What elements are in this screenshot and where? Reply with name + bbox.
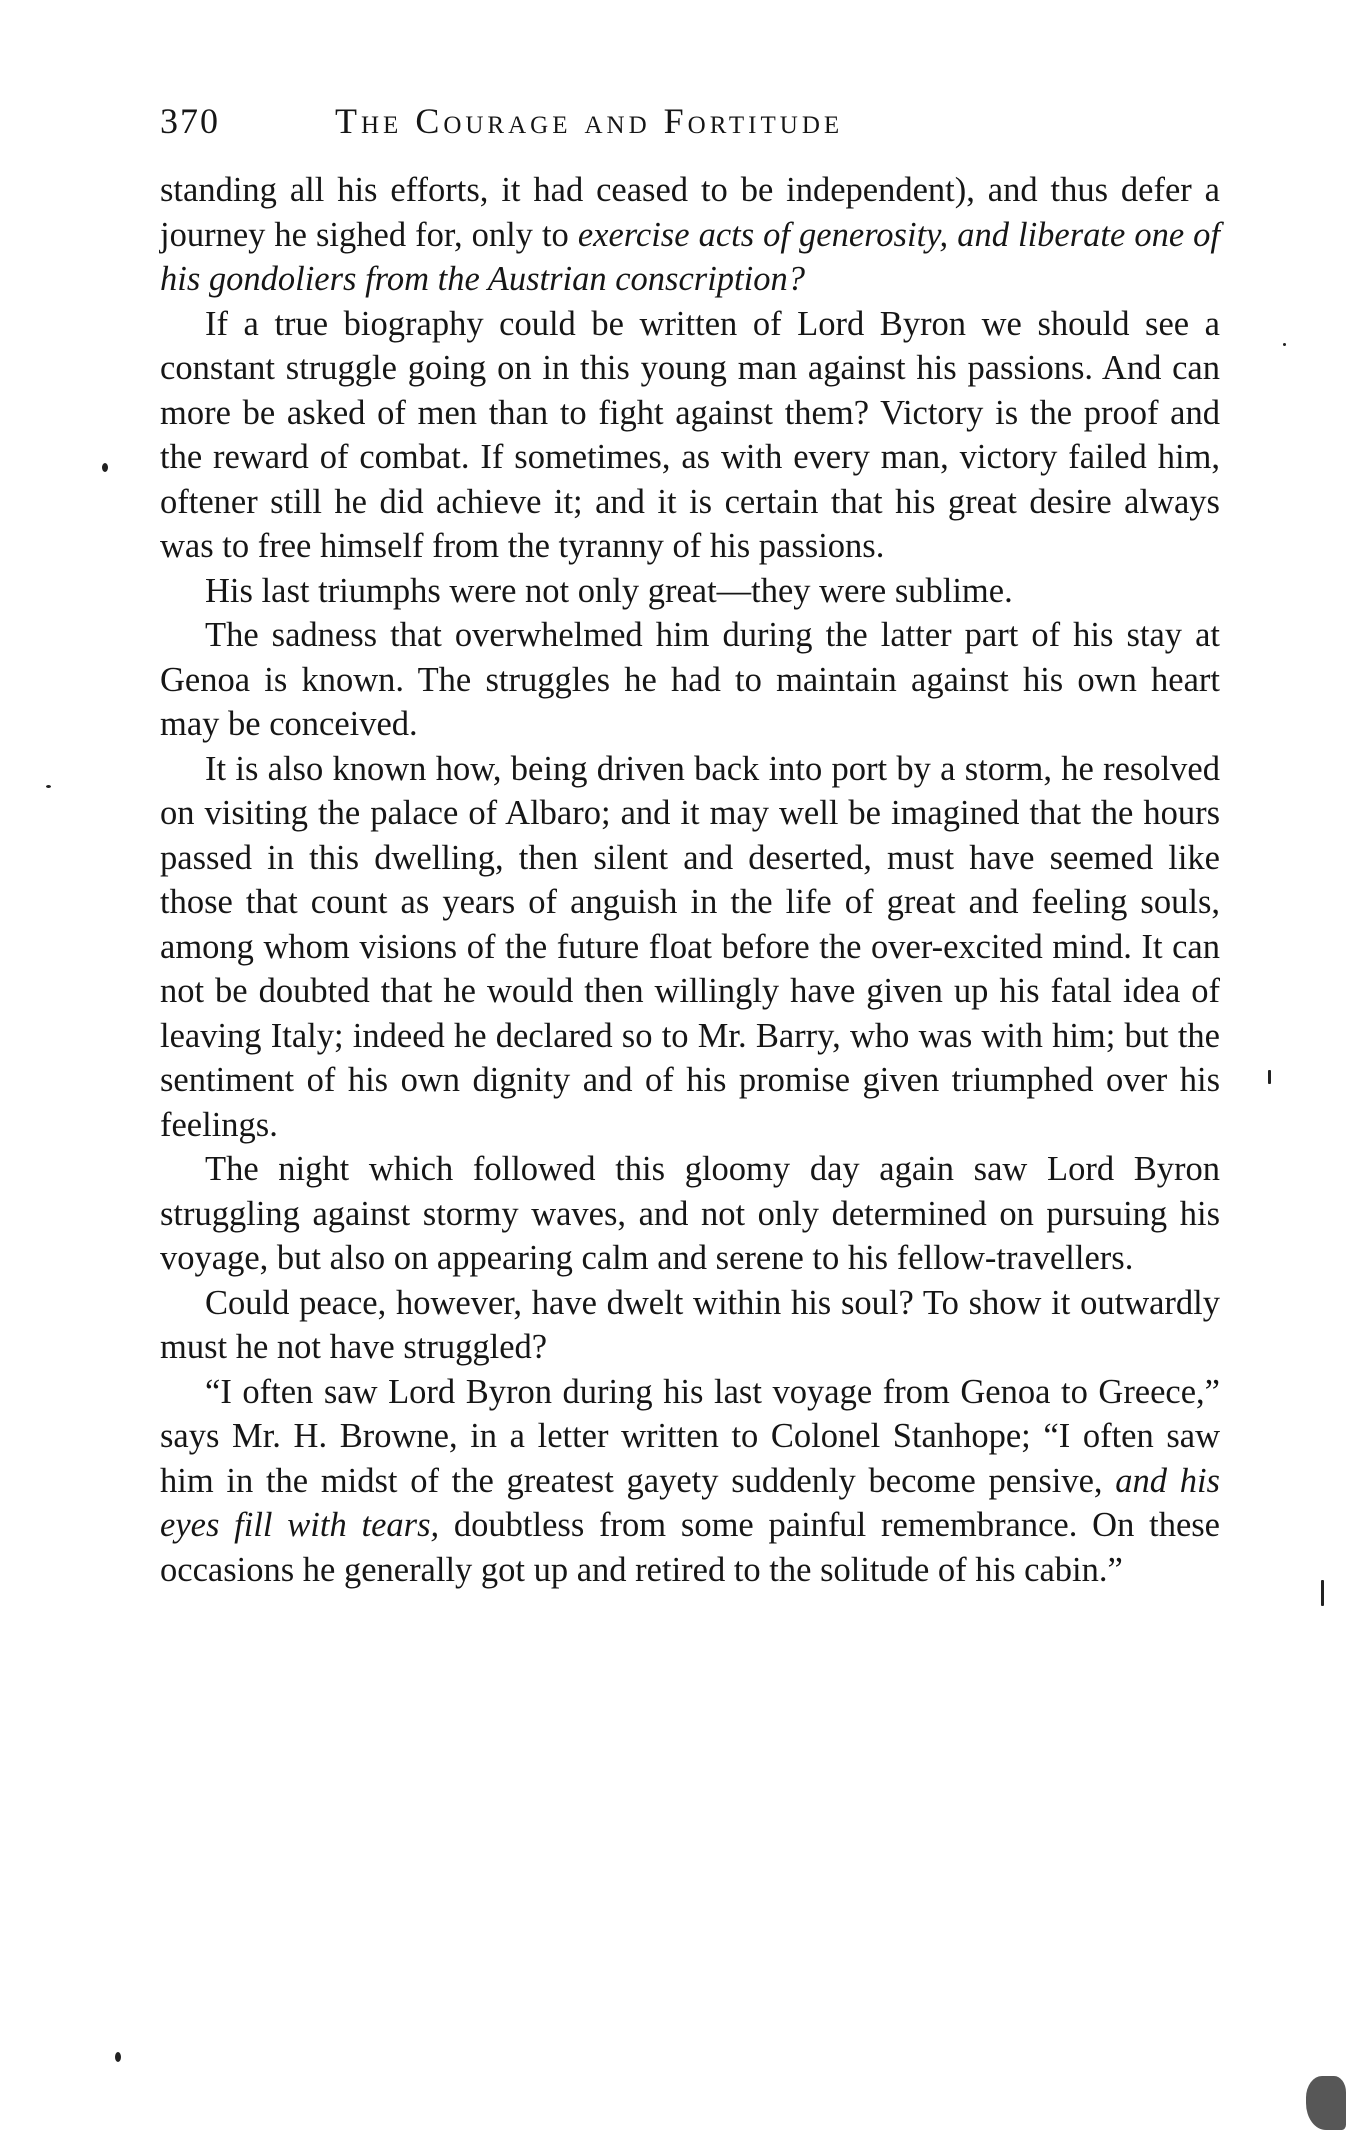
body-text (160, 168, 1220, 1592)
paragraph (160, 569, 1220, 614)
paragraph (160, 1147, 1220, 1281)
text-run: Could peace, however, have dwelt within his soul? To show it outwardly must he not have struggled? (160, 1283, 1220, 1366)
scan-speck (1283, 343, 1286, 346)
text-run: The sadness that overwhelmed him during the latter part of his stay at Genoa is known. The struggles he had to maintain against his own heart may be conceived. (160, 616, 1220, 743)
scan-speck (102, 463, 108, 472)
scan-speck (1268, 1070, 1271, 1084)
scan-speck (1306, 2076, 1346, 2130)
scan-speck (46, 785, 51, 788)
text-run: doubtless from some painful remembrance. On these occasions he generally got up and retired to the solitude of his cabin.” (160, 1506, 1220, 1589)
paragraph (160, 1370, 1220, 1593)
paragraph (160, 613, 1220, 747)
running-title: The Courage and Fortitude (335, 101, 844, 141)
text-run: “I often saw Lord Byron during his last voyage from Genoa to Greece,” says Mr. H. Browne, in a letter written to Colonel Stanhope; “I often saw him in the midst of the greatest gayety suddenly become pensive, (160, 1372, 1220, 1500)
text-run: His last triumphs were not only great—they were sublime. (205, 571, 1013, 610)
text-run: It is also known how, being driven back into port by a storm, he resolved on visiting the palace of Albaro; and it may well be imagined that the hours passed in this dwelling, then silent and deserted, must have seemed like those that count as years of anguish in the life of great and feeling souls, among whom visions of the future float before the over-excited mind. It can not be doubted that he would then willingly have given up his fatal idea of leaving Italy; indeed he declared so to Mr. Barry, who was with him; but the sentiment of his own dignity and of his promise given triumphed over his feelings. (160, 749, 1220, 1144)
page-number: 370 (160, 101, 220, 141)
italic-text-run: and his eyes fill with tears, (160, 1461, 1220, 1544)
text-run: The night which followed this gloomy day again saw Lord Byron struggling against stormy waves, and not only determined on pursuing his voyage, but also on appearing calm and serene to his fellow-travellers. (160, 1150, 1220, 1277)
scan-speck (1321, 1580, 1324, 1606)
book-page (160, 100, 1220, 1592)
paragraph (160, 1281, 1220, 1370)
text-run: standing all his efforts, it had ceased to be independent), and thus defer a journey he sighed for, only to (160, 171, 1220, 254)
paragraph (160, 747, 1220, 1148)
scan-speck (115, 2052, 121, 2062)
running-head (160, 100, 1220, 160)
paragraph (160, 302, 1220, 569)
paragraph (160, 168, 1220, 302)
italic-text-run: exercise acts of generosity, and liberate one of his gondoliers from the Austrian conscription? (160, 215, 1220, 298)
text-run: If a true biography could be written of Lord Byron we should see a constant struggle going on in this young man against his passions. And can more be asked of men than to fight against them? Victory is the proof and the reward of combat. If sometimes, as with every man, victory failed him, oftener still he did achieve it; and it is certain that his great desire always was to free himself from the tyranny of his passions. (160, 304, 1220, 565)
